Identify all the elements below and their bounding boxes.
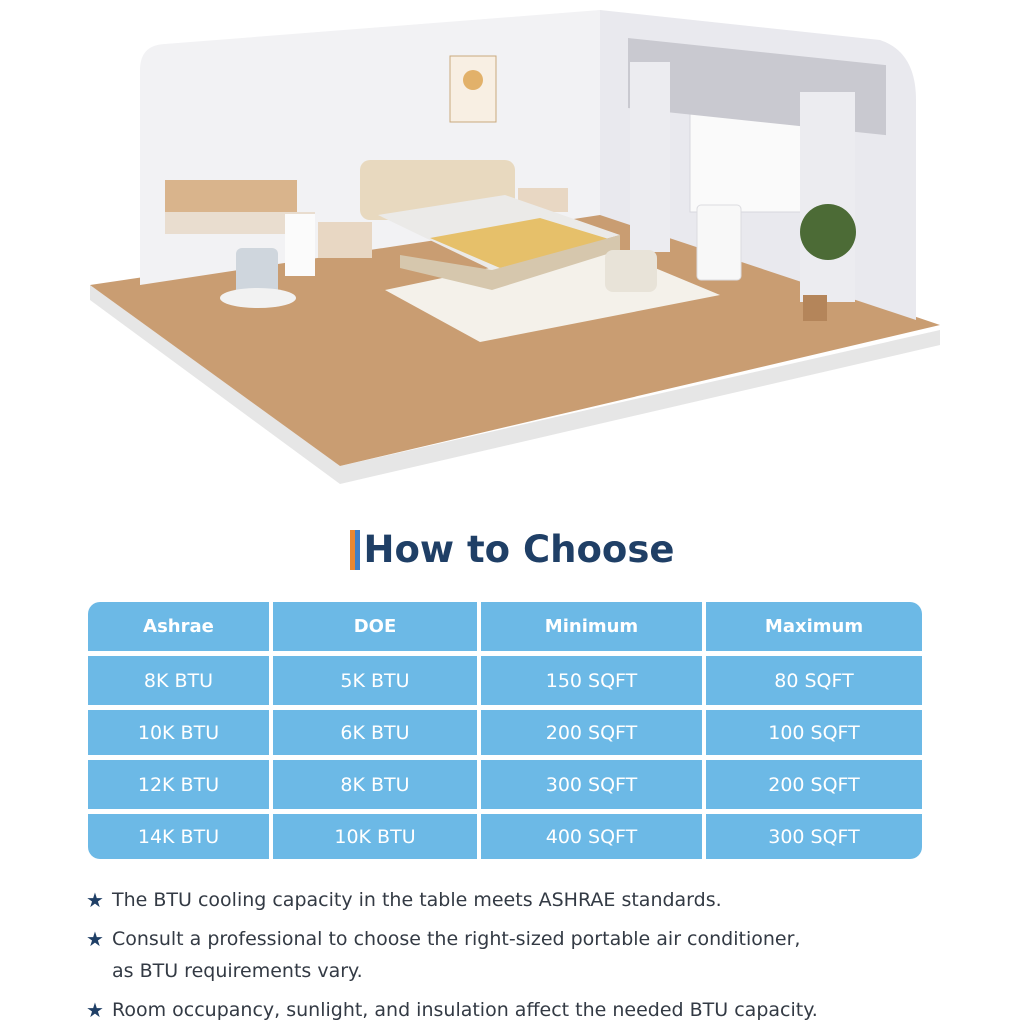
table-cell: 10K BTU [273,814,477,859]
table-cell: 8K BTU [273,760,477,809]
curtain-left [630,62,670,252]
table-cell: 300 SQFT [481,760,702,809]
desk-shelf [165,180,297,212]
table-cell: 200 SQFT [706,760,922,809]
note-text: Consult a professional to choose the right-sized portable air conditioner, as BTU requirements vary. [112,928,801,982]
portable-ac-unit [697,205,741,280]
table-cell: 14K BTU [88,814,269,859]
table-cell: 80 SQFT [706,656,922,705]
list-item [86,884,986,916]
curtain-right [800,92,855,302]
desk-cabinet [285,214,315,276]
table-header-cell: DOE [273,602,477,651]
plant-pot [803,295,827,321]
star-icon: ★ [86,888,104,912]
rug-small [220,288,296,308]
table-cell: 150 SQFT [481,656,702,705]
section-heading [0,528,1024,584]
table-header-cell: Minimum [481,602,702,651]
table-cell: 300 SQFT [706,814,922,859]
nightstand-left [318,222,372,258]
table-cell: 200 SQFT [481,710,702,755]
note-text: The BTU cooling capacity in the table meets ASHRAE standards. [112,889,722,911]
bedroom-illustration [0,0,1024,500]
star-icon: ★ [86,998,104,1022]
list-item [86,994,986,1026]
table-cell: 100 SQFT [706,710,922,755]
table-header-cell: Maximum [706,602,922,651]
list-item [86,923,986,987]
btu-table [88,602,922,858]
note-text: Room occupancy, sunlight, and insulation affect the needed BTU capacity. [112,999,818,1021]
table-cell: 8K BTU [88,656,269,705]
heading-accent-bar [350,530,360,570]
table-cell: 5K BTU [273,656,477,705]
notes-list [86,884,986,1026]
table-cell: 6K BTU [273,710,477,755]
plant [800,204,856,260]
star-icon: ★ [86,927,104,951]
table-cell: 400 SQFT [481,814,702,859]
table-cell: 10K BTU [88,710,269,755]
table-header-cell: Ashrae [88,602,269,651]
stool [605,250,657,292]
page-title: How to Choose [363,528,675,571]
table-cell: 12K BTU [88,760,269,809]
